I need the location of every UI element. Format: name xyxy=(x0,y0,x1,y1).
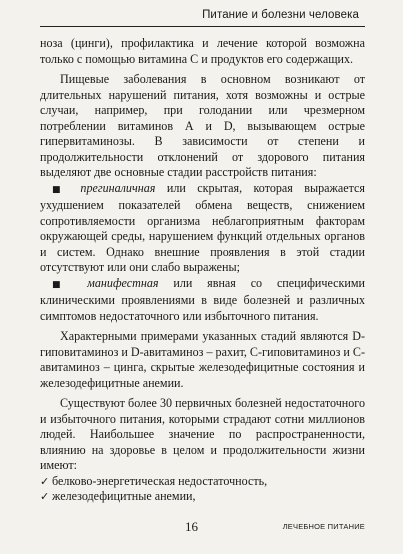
page-body xyxy=(40,36,365,505)
paragraph-2: Пищевые заболевания в основном возникают от длительных нарушений питания, хотя возможны и острые случаи, например, при голодании или чрезмерном потреблении витаминов А и D, вызывающем острые гипервитаминозы. В зависимости от степени и продолжительности отклонений от здорового питания выделяют две основные стадии расстройств питания: xyxy=(40,72,365,179)
bullet-item-1 xyxy=(40,181,365,276)
bullet-icon: ■ xyxy=(52,279,73,290)
bullet-icon: ■ xyxy=(52,184,69,195)
running-header xyxy=(40,8,365,27)
running-header-title: Питание и болезни человека xyxy=(202,9,359,21)
list-item xyxy=(40,489,365,505)
disease-list xyxy=(40,474,365,505)
bullet-2-term: манифестная xyxy=(87,275,159,290)
page-number: 16 xyxy=(185,519,198,534)
list-item-text: железодефицитные анемии, xyxy=(52,489,196,503)
bullet-1-term: прегиналичная xyxy=(80,180,156,195)
bullet-item-2 xyxy=(40,276,365,325)
bullet-2-text: или явная со специфическими клиническими проявлениями в виде болезней и различных симптомов недостаточного или избыточного питания. xyxy=(40,275,365,323)
checkmark-icon: ✓ xyxy=(40,474,50,488)
checkmark-icon: ✓ xyxy=(40,490,50,503)
bullet-1-text: или скрытая, которая выражается ухудшением показателей обмена веществ, снижением сопротивляемости организма неблагоприятным факторам окружающей среды, нарушением функций отдельных органов и систем. Однако внешние проявления в этой стадии отсутствуют или они слабо выражены; xyxy=(40,180,365,274)
paragraph-4: Существуют более 30 первичных болезней недостаточного и избыточного питания, которыми страдают сотни миллионов людей. Наибольшее значение по распространенности, влиянию на здоровье в целом и продолжительности жизни имеют: xyxy=(40,396,365,472)
list-item-text: белково-энергетическая недостаточность, xyxy=(52,473,268,488)
paragraph-1: ноза (цинги), профилактика и лечение которой возможна только с помощью витамина С и продуктов его содержащих. xyxy=(40,36,365,66)
list-item xyxy=(40,474,365,490)
paragraph-3: Характерными примерами указанных стадий являются D-гиповитаминоз и D-авитаминоз – рахит, С-гиповитаминоз и С-авитаминоз – цинга, скрытые железодефицитные состояния и железодефицитные анемии. xyxy=(40,329,365,390)
running-footer-title: ЛЕЧЕБНОЕ ПИТАНИЕ xyxy=(282,522,365,531)
